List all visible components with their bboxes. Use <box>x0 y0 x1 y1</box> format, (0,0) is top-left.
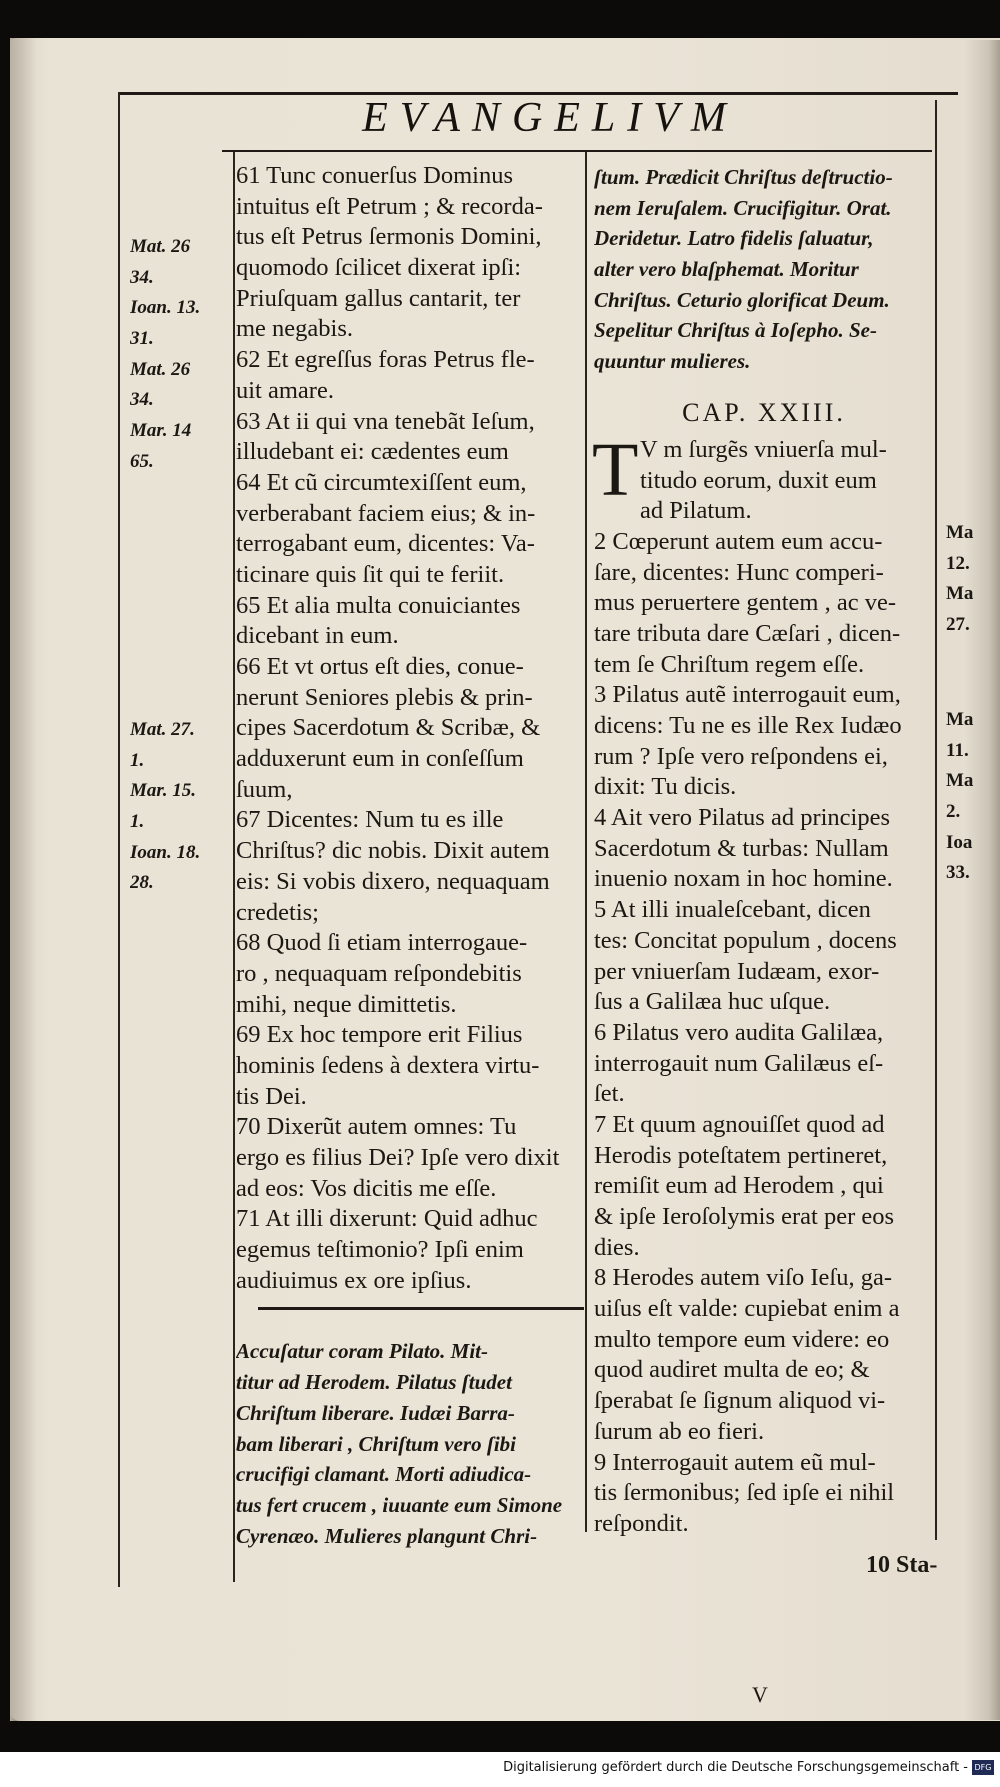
dfg-logo-icon: DFG <box>972 1760 994 1775</box>
chapter-summary-line: nem Ieruſalem. Crucifigitur. Orat. <box>594 195 892 220</box>
verse-line: multo tempore eum videre: eo <box>594 1325 890 1353</box>
verse-line: uiſus eſt valde: cupiebat enim a <box>594 1295 900 1323</box>
head-rule <box>222 150 932 152</box>
verse-line: tem ſe Chriſtum regem eſſe. <box>594 650 865 678</box>
margin-reference: 1. <box>130 811 145 833</box>
chapter-summary-line: bam liberari , Chriſtum vero ſibi <box>236 1431 517 1456</box>
verse-line: adduxerunt eum in conſeſſum <box>236 745 524 773</box>
margin-reference: 1. <box>130 749 145 771</box>
verse-line: ſus a Galilæa huc uſque. <box>594 988 831 1016</box>
catchword: 10 Sta- <box>866 1552 938 1578</box>
verse-line: titudo eorum, duxit eum <box>640 466 877 494</box>
chapter-summary-line: ſtum. Prædicit Chriſtus deſtructio- <box>594 165 893 189</box>
verse-line: interrogauit num Galilæus eſ- <box>594 1049 884 1077</box>
verse-line: dicens: Tu ne es ille Rex Iudæo <box>594 712 902 739</box>
verse-line: 4 Ait vero Pilatus ad principes <box>594 804 890 832</box>
margin-reference: 11. <box>946 739 969 761</box>
verse-line: dies. <box>594 1233 640 1261</box>
verse-line: quomodo ſcilicet dixerat ipſi: <box>236 254 522 282</box>
verse-line: inuenio noxam in hoc homine. <box>594 865 893 893</box>
verse-line: tus eſt Petrus ſermonis Domini, <box>236 223 542 251</box>
margin-reference: 65. <box>130 450 154 472</box>
verse-line: 7 Et quum agnouiſſet quod ad <box>594 1110 885 1138</box>
chapter-summary-line: Cyrenæo. Mulieres plangunt Chri- <box>236 1523 538 1548</box>
verse-line: 8 Herodes autem viſo Ieſu, ga- <box>594 1264 892 1292</box>
verse-line: 62 Et egreſſus foras Petrus fle- <box>236 346 535 374</box>
verse-line: illudebant ei: cædentes eum <box>236 438 509 466</box>
verse-line: cipes Sacerdotum & Scribæ, & <box>236 714 541 742</box>
chapter-summary-line: Accuſatur coram Pilato. Mit- <box>236 1339 488 1364</box>
outer-frame-right <box>935 100 937 1540</box>
verse-line: ad eos: Vos dicitis me eſſe. <box>236 1174 497 1202</box>
margin-reference: Ioan. 13. <box>130 297 201 319</box>
verse-line: ſperabat ſe ſignum aliquod vi- <box>594 1387 886 1415</box>
margin-references-left <box>130 715 226 899</box>
verse-line: tare tributa dare Cæſari , dicen- <box>594 619 901 647</box>
verse-line: rum ? Ipſe vero reſpondens ei, <box>594 742 888 770</box>
verse-line: ſare, dicentes: Hunc comperi- <box>594 558 884 586</box>
verse-line: 69 Ex hoc tempore erit Filius <box>236 1021 523 1049</box>
margin-references-left <box>130 232 226 478</box>
margin-reference: Ma <box>946 583 974 605</box>
margin-reference: Mat. 27. <box>130 719 195 740</box>
verse-line: remiſit eum ad Herodem , qui <box>594 1172 884 1200</box>
verse-line: ſurum ab eo fieri. <box>594 1417 765 1445</box>
verse-line: 5 At illi inualeſcebant, dicen <box>594 896 871 924</box>
margin-reference: 31. <box>130 328 154 350</box>
verse-line: uit amare. <box>236 376 334 404</box>
margin-reference: Mat. 26 <box>130 236 191 257</box>
right-column <box>594 162 934 1540</box>
outer-frame-left <box>118 92 120 1587</box>
margin-reference: 27. <box>946 614 970 636</box>
verse-line: Priuſquam gallus cantarit, ter <box>236 284 521 312</box>
footer-bar <box>0 1752 1000 1787</box>
chapter-summary-line: alter vero blaſphemat. Moritur <box>594 257 859 282</box>
running-head: EVANGELIVM <box>362 95 738 141</box>
verse-line: Herodis poteſtatem pertineret, <box>594 1141 888 1169</box>
verse-line: reſpondit. <box>594 1509 689 1537</box>
verse-line: 64 Et cũ circumtexiſſent eum, <box>236 468 527 496</box>
verse-line: 70 Dixerũt autem omnes: Tu <box>236 1113 517 1141</box>
verse-line: credetis; <box>236 898 319 926</box>
verse-line: eis: Si vobis dixero, nequaquam <box>236 867 550 895</box>
chapter-summary-line: quuntur mulieres. <box>594 349 751 374</box>
verse-line: tes: Concitat populum , docens <box>594 926 897 954</box>
chapter-summary-line: Sepelitur Chriſtus à Ioſepho. Se- <box>594 318 877 343</box>
verse-line: egemus teſtimonio? Ipſi enim <box>236 1236 524 1264</box>
verse-line: 65 Et alia multa conuiciantes <box>236 591 521 619</box>
verse-line: ſet. <box>594 1080 625 1108</box>
verse-line: me negabis. <box>236 315 354 343</box>
verse-line: audiuimus ex ore ipſius. <box>236 1266 472 1294</box>
verse-line: ticinare quis ſit qui te feriit. <box>236 560 505 588</box>
chapter-summary-line: Chriſtus. Ceturio glorificat Deum. <box>594 287 890 312</box>
margin-references-right <box>946 518 986 641</box>
margin-reference: 33. <box>946 862 970 884</box>
footer-credit: Digitalisierung gefördert durch die Deutsche Forschungsgemeinschaft - <box>503 1760 968 1775</box>
verse-line: quod audiret multa de eo; & <box>594 1356 870 1384</box>
verse-line: tis ſermonibus; ſed ipſe ei nihil <box>594 1479 895 1507</box>
margin-reference: Ioan. 18. <box>130 841 201 863</box>
gutter-shadow <box>10 38 36 1721</box>
drop-cap: T <box>592 427 639 512</box>
verse-line: intuitus eſt Petrum ; & recorda- <box>236 192 543 220</box>
signature-mark: V <box>752 1682 766 1707</box>
verse-line: 2 Cœperunt autem eum accu- <box>594 527 883 555</box>
verse-line: 3 Pilatus autẽ interrogauit eum, <box>594 681 901 709</box>
verse-line: nerunt Seniores plebis & prin- <box>236 683 533 711</box>
margin-reference: Ma <box>946 522 974 543</box>
verse-line: Sacerdotum & turbas: Nullam <box>594 834 889 862</box>
verse-line: ro , nequaquam reſpondebitis <box>236 959 522 987</box>
margin-references-right <box>946 705 986 889</box>
verse-line: 66 Et vt ortus eſt dies, conue- <box>236 653 524 680</box>
verse-line: hominis ſedens à dextera virtu- <box>236 1051 540 1079</box>
verse-line: 67 Dicentes: Num tu es ille <box>236 806 504 834</box>
verse-line: 9 Interrogauit autem eũ mul- <box>594 1448 876 1476</box>
frame-inner-left <box>233 152 235 1582</box>
verse-line: 61 Tunc conuerſus Dominus <box>236 162 514 189</box>
verse-line: V m ſurgẽs vniuerſa mul- <box>640 435 887 463</box>
verse-line: ad Pilatum. <box>640 497 752 525</box>
left-column <box>236 161 578 1551</box>
margin-reference: Ioa <box>946 831 973 853</box>
verse-line: dixit: Tu dicis. <box>594 773 737 801</box>
verse-line: ſuum, <box>236 775 293 803</box>
margin-reference: Mat. 26 <box>130 358 191 380</box>
verse-line: mus peruertere gentem , ac ve- <box>594 589 897 617</box>
verse-line: & ipſe Ieroſolymis erat per eos <box>594 1203 895 1230</box>
verse-line: 71 At illi dixerunt: Quid adhuc <box>236 1205 538 1233</box>
verse-line: per vniuerſam Iudæam, exor- <box>594 957 880 985</box>
verse-line: ergo es filius Dei? Ipſe vero dixit <box>236 1144 560 1171</box>
verse-line: 6 Pilatus vero audita Galilæa, <box>594 1018 884 1046</box>
verse-line: 68 Quod ſi etiam interrogaue- <box>236 929 528 957</box>
margin-reference: Ma <box>946 709 974 730</box>
chapter-summary-line: crucifigi clamant. Morti adiudica- <box>236 1462 532 1487</box>
verse-line: Chriſtus? dic nobis. Dixit autem <box>236 837 550 865</box>
verse-line: tis Dei. <box>236 1082 307 1110</box>
chapter-summary-line: Deridetur. Latro fidelis ſaluatur, <box>594 226 874 251</box>
margin-reference: 28. <box>130 872 154 894</box>
margin-reference: Mar. 14 <box>130 420 192 442</box>
chapter-summary-line: Chriſtum liberare. Iudæi Barra- <box>236 1400 515 1425</box>
chapter-summary-line: tus fert crucem , iuuante eum Simone <box>236 1492 563 1517</box>
verse-line: dicebant in eum. <box>236 622 399 650</box>
margin-reference: Ma <box>946 770 974 792</box>
margin-reference: 34. <box>130 389 154 411</box>
chapter-heading: CAP. XXIII. <box>682 397 846 427</box>
margin-reference: Mar. 15. <box>130 780 196 802</box>
verse-line: 63 At ii qui vna tenebãt Ieſum, <box>236 407 535 435</box>
verse-line: verberabant faciem eius; & in- <box>236 499 536 527</box>
margin-reference: 12. <box>946 552 970 574</box>
verse-line: terrogabant eum, dicentes: Va- <box>236 530 535 558</box>
column-divider <box>585 152 587 1532</box>
margin-reference: 2. <box>946 801 961 823</box>
chapter-summary-line: titur ad Herodem. Pilatus ſtudet <box>236 1370 512 1395</box>
verse-line: mihi, neque dimittetis. <box>236 990 457 1018</box>
margin-reference: 34. <box>130 266 154 288</box>
